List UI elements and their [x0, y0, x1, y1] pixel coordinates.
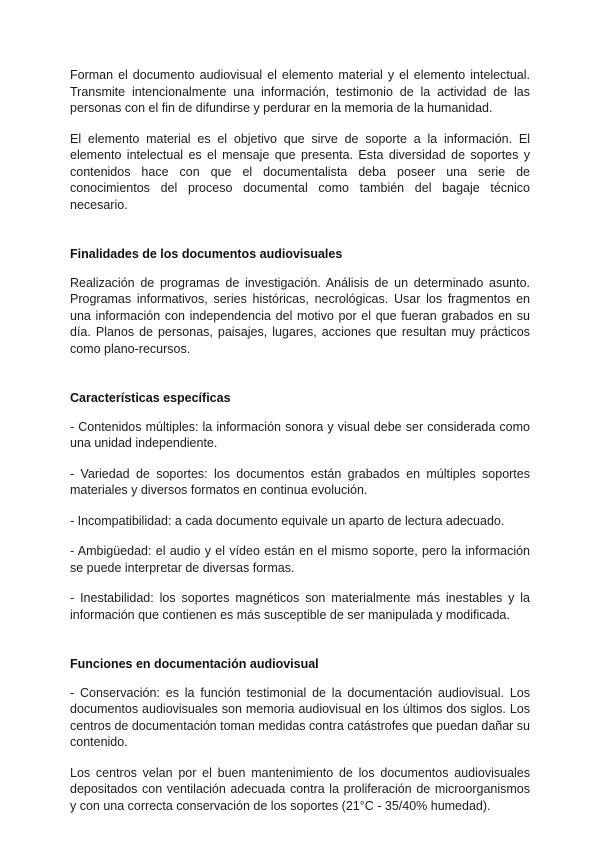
heading-caracteristicas: Características específicas [70, 391, 231, 405]
paragraph-intro-1: Forman el documento audiovisual el elemento material y el elemento intelectual. Transmite intencionalmente una información, testimonio de la actividad de las personas con el fin de difundirse y perdurar en la memoria de la humanidad. [70, 68, 530, 115]
paragraph-mantenimiento: Los centros velan por el buen mantenimiento de los documentos audiovisuales depositados con ventilación adecuada contra la proliferación de microorganismos y con una correcta conservación de los soportes (21°C - 35/40% humedad). [70, 765, 530, 813]
list-item-variedad-soportes: - Variedad de soportes: los documentos están grabados en múltiples soportes materiales y diversos formatos en continua evolución. [70, 466, 530, 497]
paragraph-intro-2: El elemento material es el objetivo que sirve de soporte a la información. El elemento intelectual es el mensaje que presenta. Esta diversidad de soportes y contenidos hace con que el documentalista deba poseer una serie de conocimientos del proceso documental como también del bagaje técnico necesario. [70, 131, 530, 212]
paragraph-finalidades: Realización de programas de investigación. Análisis de un determinado asunto. Programas informativos, series históricas, necrológicas. Usar los fragmentos en una información con independencia del motivo por el que fueran grabados en su día. Planos de personas, paisajes, lugares, acciones que resultan muy prácticos como plano-recursos. [70, 275, 530, 356]
list-item-contenidos-multiples: - Contenidos múltiples: la información sonora y visual debe ser considerada como una unidad independiente. [70, 419, 530, 450]
list-item-inestabilidad: - Inestabilidad: los soportes magnéticos son materialmente más inestables y la información que contienen es más susceptible de ser manipulada y modificada. [70, 591, 530, 622]
paragraph-conservacion: - Conservación: es la función testimonial de la documentación audiovisual. Los documentos audiovisuales son memoria audiovisual en los últimos dos siglos. Los centros de documentación toman medidas contra catástrofes que puedan dañar su contenido. [70, 685, 531, 749]
list-item-ambiguedad: - Ambigüedad: el audio y el vídeo están en el mismo soporte, pero la información se puede interpretar de diversas formas. [70, 544, 530, 575]
heading-finalidades: Finalidades de los documentos audiovisuales [70, 247, 343, 261]
heading-funciones: Funciones en documentación audiovisual [70, 657, 319, 671]
list-item-incompatibilidad: - Incompatibilidad: a cada documento equivale un aparto de lectura adecuado. [70, 513, 505, 528]
